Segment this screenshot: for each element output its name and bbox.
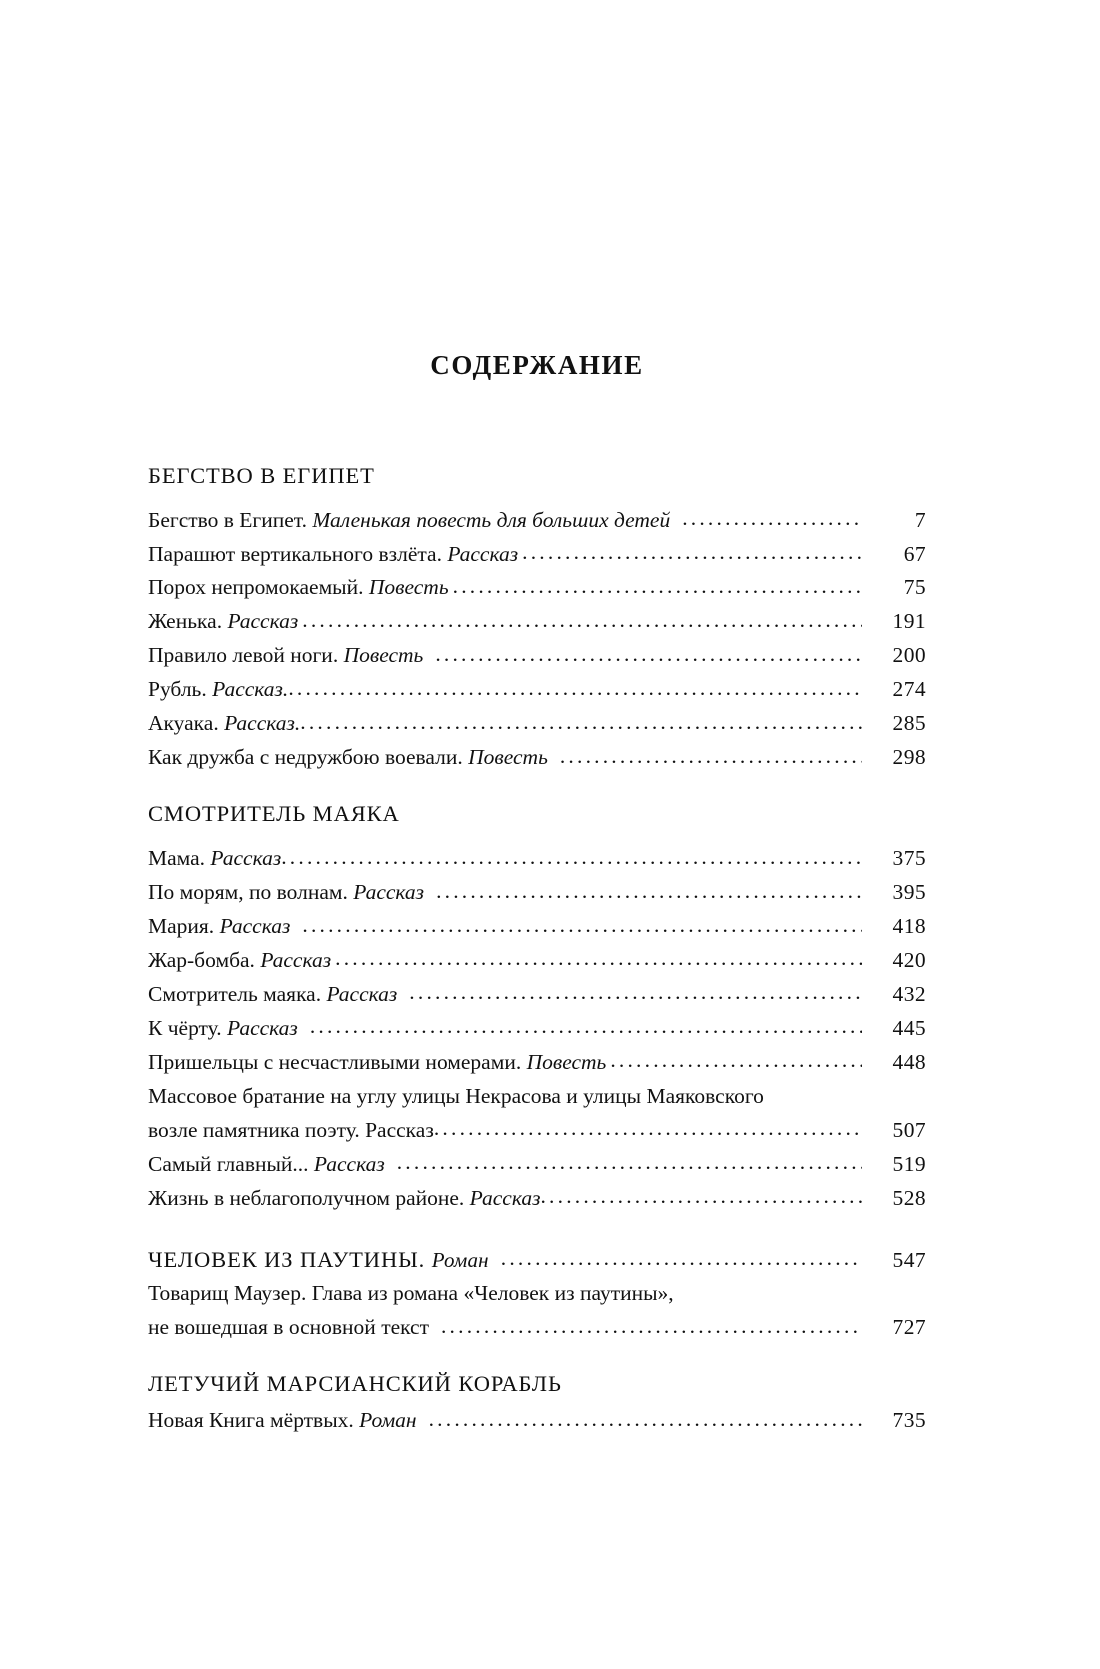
toc-entry-page: 191 (892, 609, 926, 634)
toc-entry[interactable] (148, 910, 926, 944)
toc-entry-subtitle: Рассказ (313, 1151, 385, 1176)
dot-leader (335, 942, 862, 976)
toc-entry-title: По морям, по волнам. (148, 879, 348, 904)
section-heading-subtitle: Роман (431, 1247, 489, 1272)
toc-entry-page: 298 (892, 745, 926, 770)
section-chelovek-iz-pautiny (148, 1242, 926, 1346)
dot-leader (409, 976, 862, 1010)
toc-entry-subtitle: Рассказ (260, 947, 332, 972)
dot-leader (501, 1242, 862, 1276)
toc-entry-text (148, 1012, 298, 1046)
dot-leader (522, 536, 862, 570)
toc-entry-page: 448 (892, 1049, 926, 1074)
dot-leader (560, 740, 862, 774)
toc-entry-page: 735 (892, 1407, 926, 1432)
toc-entry-subtitle: Рассказ (365, 1117, 434, 1142)
toc-entry-text (148, 1404, 417, 1438)
toc-entry-subtitle: Повесть (468, 745, 548, 770)
toc-entry-subtitle: Рассказ (447, 541, 519, 566)
toc-entry-subtitle: Роман (359, 1407, 417, 1432)
dot-leader (397, 1146, 862, 1180)
dot-leader (453, 570, 862, 604)
toc-entry-text (148, 673, 288, 707)
section-heading: ЛЕТУЧИЙ МАРСИАНСКИЙ КОРАБЛЬ (148, 1371, 562, 1397)
section-smotritel-mayaka (148, 801, 926, 1215)
toc-entry[interactable] (148, 876, 926, 910)
toc-entry-title: Бегство в Египет. (148, 507, 307, 532)
toc-entry-page: 519 (892, 1151, 926, 1176)
toc-entry-title: Парашют вертикального взлёта. (148, 541, 442, 566)
toc-entry-title: Мама. (148, 845, 206, 870)
toc-entry-text (148, 741, 548, 775)
toc-entry-page: 395 (892, 879, 926, 904)
toc-entry-subtitle: Рассказ (326, 981, 398, 1006)
toc-entry[interactable] (148, 1182, 926, 1216)
toc-entry-subtitle: Рассказ. (224, 711, 301, 736)
dot-leader (310, 1010, 862, 1044)
toc-entry-line1 (148, 1277, 926, 1311)
dot-leader (300, 706, 862, 740)
toc-entry-subtitle-part2: не вошедшая в основной текст (148, 1315, 429, 1340)
toc-content (148, 352, 926, 1438)
section-heading-page: 547 (892, 1247, 926, 1272)
toc-entry-title: Правило левой ноги. (148, 643, 339, 668)
section-heading: СМОТРИТЕЛЬ МАЯКА (148, 801, 400, 827)
toc-entry-page: 432 (892, 981, 926, 1006)
toc-entry-title: Мария. (148, 913, 215, 938)
toc-entry-page: 67 (903, 541, 926, 566)
toc-entry-subtitle-part1: Глава из романа «Человек из паутины», (311, 1281, 674, 1306)
toc-entry-title: Акуака. (148, 711, 219, 736)
section-begstvo-v-egipet (148, 463, 926, 775)
dot-leader (281, 841, 862, 875)
toc-entry-text (148, 538, 518, 572)
dot-leader (610, 1044, 862, 1078)
toc-entry-line1: Массовое братание на углу улицы Некрасова и улицы Маяковского (148, 1083, 764, 1108)
dot-leader (434, 1112, 862, 1146)
toc-entry[interactable] (148, 1080, 926, 1148)
toc-entry-page: 75 (903, 575, 926, 600)
dot-leader (302, 604, 862, 638)
toc-entry-text (148, 1046, 606, 1080)
toc-entry-text (148, 944, 331, 978)
toc-entry-text (148, 1182, 540, 1216)
page-title: СОДЕРЖАНИЕ (430, 350, 644, 380)
dot-leader (436, 875, 862, 909)
dot-leader (682, 502, 862, 536)
toc-entry-subtitle: Маленькая повесть для больших детей (312, 507, 671, 532)
toc-entry[interactable] (148, 1148, 926, 1182)
toc-entry-title: Смотритель маяка. (148, 981, 322, 1006)
toc-entry-text (148, 910, 290, 944)
toc-entry-text (148, 978, 397, 1012)
toc-entry-subtitle: Рассказ (353, 879, 425, 904)
toc-entry-title: Жизнь в неблагополучном районе. (148, 1185, 465, 1210)
toc-entry-subtitle: Рассказ. (212, 677, 289, 702)
toc-entry-subtitle: Рассказ (469, 1185, 541, 1210)
toc-entry[interactable] (148, 571, 926, 605)
toc-entry-subtitle: Рассказ (219, 913, 291, 938)
toc-entry-title: Женька. (148, 609, 223, 634)
toc-entry-page: 418 (892, 913, 926, 938)
toc-entry-text (148, 842, 281, 876)
toc-entry[interactable] (148, 1046, 926, 1080)
toc-entry-title: Порох непромокаемый. (148, 575, 364, 600)
toc-entry-title: Самый главный... (148, 1151, 309, 1176)
toc-entry-subtitle: Повесть (368, 575, 449, 600)
toc-entry[interactable] (148, 504, 926, 538)
toc-entry-text (148, 571, 449, 605)
toc-entry[interactable] (148, 1277, 926, 1345)
section-heading (148, 1242, 489, 1278)
toc-entry-page: 420 (892, 947, 926, 972)
toc-entry[interactable] (148, 741, 926, 775)
dot-leader (435, 638, 862, 672)
toc-entry-text (148, 504, 670, 538)
toc-entry-text (148, 605, 298, 639)
toc-entry[interactable] (148, 978, 926, 1012)
toc-entry-text (148, 1148, 385, 1182)
dot-leader (429, 1403, 862, 1437)
toc-entry-text (148, 876, 424, 910)
toc-entry-page: 200 (892, 643, 926, 668)
toc-entry-page: 727 (892, 1315, 926, 1340)
toc-entry-page: 274 (892, 677, 926, 702)
dot-leader (441, 1310, 862, 1344)
toc-entry-text (148, 639, 423, 673)
toc-entry-page: 507 (892, 1117, 926, 1142)
toc-entry[interactable] (148, 538, 926, 572)
toc-entry[interactable] (148, 673, 926, 707)
toc-entry[interactable] (148, 944, 926, 978)
dot-leader (288, 672, 862, 706)
toc-entry[interactable] (148, 639, 926, 673)
toc-entry-title: Пришельцы с несчастливыми номерами. (148, 1049, 522, 1074)
toc-entry-title: возле памятника поэту. (148, 1117, 360, 1142)
toc-entry[interactable] (148, 842, 926, 876)
toc-entry-subtitle: Рассказ (227, 1015, 298, 1040)
dot-leader (540, 1180, 862, 1214)
toc-entry-page: 285 (892, 711, 926, 736)
toc-entry-title: Новая Книга мёртвых. (148, 1407, 354, 1432)
toc-entry-subtitle: Повесть (343, 643, 424, 668)
toc-entry[interactable] (148, 707, 926, 741)
section-heading-entry[interactable] (148, 1242, 926, 1278)
toc-entry-text (148, 707, 300, 741)
toc-entry-title: Товарищ Маузер. (148, 1281, 307, 1306)
toc-entry-subtitle: Рассказ (227, 609, 299, 634)
section-letuchiy-marsianskiy-korabl (148, 1371, 926, 1438)
section-heading-title: ЧЕЛОВЕК ИЗ ПАУТИНЫ. (148, 1246, 426, 1272)
toc-entry-title: Рубль. (148, 677, 207, 702)
section-heading: БЕГСТВО В ЕГИПЕТ (148, 463, 375, 488)
toc-entry-subtitle: Повесть (526, 1049, 607, 1074)
toc-entry-title: К чёрту. (148, 1015, 222, 1040)
toc-entry[interactable] (148, 605, 926, 639)
toc-entry[interactable] (148, 1404, 926, 1438)
toc-entry-text (148, 1114, 434, 1148)
toc-entry-subtitle: Рассказ (210, 845, 282, 870)
dot-leader (302, 909, 862, 943)
toc-entry-page: 375 (892, 845, 926, 870)
toc-entry-title: Жар-бомба. (148, 947, 255, 972)
toc-entry-page: 445 (892, 1015, 926, 1040)
toc-entry-title: Как дружба с недружбою воевали. (148, 745, 463, 770)
toc-entry[interactable] (148, 1012, 926, 1046)
toc-entry-page: 7 (914, 507, 926, 532)
toc-entry-page: 528 (892, 1185, 926, 1210)
